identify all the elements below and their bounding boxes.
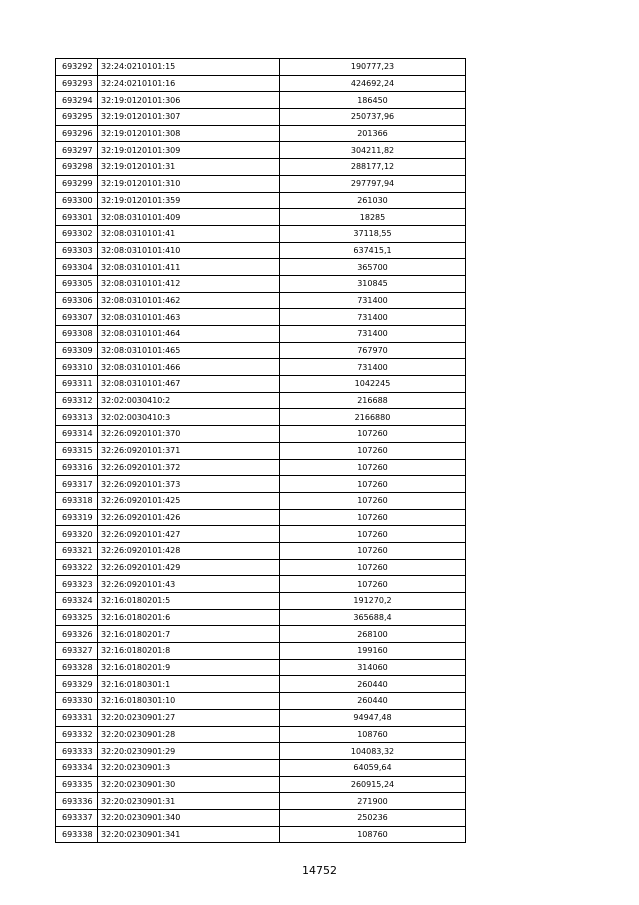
cadastral-code-cell: 32:26:0920101:428 <box>98 542 280 559</box>
table-body <box>56 59 466 843</box>
cadastral-code-cell: 32:08:0310101:411 <box>98 259 280 276</box>
table-row <box>56 559 466 576</box>
table-row <box>56 275 466 292</box>
cadastral-code-cell: 32:08:0310101:465 <box>98 342 280 359</box>
table-row <box>56 326 466 343</box>
cadastral-code-cell: 32:16:0180201:7 <box>98 626 280 643</box>
value-cell: 107260 <box>280 476 466 493</box>
cadastral-code-cell: 32:20:0230901:27 <box>98 709 280 726</box>
value-cell: 365688,4 <box>280 609 466 626</box>
row-id-cell: 693338 <box>56 826 98 843</box>
cadastral-code-cell: 32:20:0230901:3 <box>98 759 280 776</box>
cadastral-code-cell: 32:19:0120101:307 <box>98 109 280 126</box>
value-cell: 94947,48 <box>280 709 466 726</box>
value-cell: 107260 <box>280 542 466 559</box>
table-row <box>56 492 466 509</box>
value-cell: 288177,12 <box>280 159 466 176</box>
table-row <box>56 125 466 142</box>
value-cell: 18285 <box>280 209 466 226</box>
table-row <box>56 426 466 443</box>
row-id-cell: 693301 <box>56 209 98 226</box>
cadastral-code-cell: 32:26:0920101:43 <box>98 576 280 593</box>
value-cell: 297797,94 <box>280 175 466 192</box>
value-cell: 216688 <box>280 392 466 409</box>
row-id-cell: 693303 <box>56 242 98 259</box>
table-row <box>56 259 466 276</box>
row-id-cell: 693331 <box>56 709 98 726</box>
cadastral-code-cell: 32:24:0210101:15 <box>98 59 280 76</box>
table-row <box>56 593 466 610</box>
value-cell: 637415,1 <box>280 242 466 259</box>
cadastral-code-cell: 32:26:0920101:373 <box>98 476 280 493</box>
table-row <box>56 442 466 459</box>
table-row <box>56 342 466 359</box>
row-id-cell: 693319 <box>56 509 98 526</box>
value-cell: 107260 <box>280 526 466 543</box>
row-id-cell: 693312 <box>56 392 98 409</box>
table-row <box>56 459 466 476</box>
table-row <box>56 776 466 793</box>
table-row <box>56 759 466 776</box>
value-cell: 108760 <box>280 826 466 843</box>
value-cell: 271900 <box>280 793 466 810</box>
value-cell: 260915,24 <box>280 776 466 793</box>
table-row <box>56 542 466 559</box>
table-row <box>56 609 466 626</box>
cadastral-code-cell: 32:08:0310101:41 <box>98 225 280 242</box>
row-id-cell: 693295 <box>56 109 98 126</box>
cadastral-code-cell: 32:20:0230901:28 <box>98 726 280 743</box>
value-cell: 108760 <box>280 726 466 743</box>
row-id-cell: 693323 <box>56 576 98 593</box>
table-row <box>56 793 466 810</box>
cadastral-code-cell: 32:08:0310101:466 <box>98 359 280 376</box>
value-cell: 37118,55 <box>280 225 466 242</box>
value-cell: 107260 <box>280 459 466 476</box>
table-row <box>56 159 466 176</box>
table-row <box>56 476 466 493</box>
row-id-cell: 693296 <box>56 125 98 142</box>
row-id-cell: 693328 <box>56 659 98 676</box>
cadastral-code-cell: 32:08:0310101:464 <box>98 326 280 343</box>
table-row <box>56 376 466 393</box>
value-cell: 186450 <box>280 92 466 109</box>
table-row <box>56 826 466 843</box>
cadastral-code-cell: 32:19:0120101:306 <box>98 92 280 109</box>
value-cell: 731400 <box>280 326 466 343</box>
value-cell: 304211,82 <box>280 142 466 159</box>
value-cell: 107260 <box>280 442 466 459</box>
row-id-cell: 693298 <box>56 159 98 176</box>
cadastral-code-cell: 32:08:0310101:467 <box>98 376 280 393</box>
row-id-cell: 693322 <box>56 559 98 576</box>
cadastral-code-cell: 32:20:0230901:30 <box>98 776 280 793</box>
value-cell: 107260 <box>280 509 466 526</box>
row-id-cell: 693321 <box>56 542 98 559</box>
table-row <box>56 526 466 543</box>
cadastral-code-cell: 32:08:0310101:462 <box>98 292 280 309</box>
cadastral-code-cell: 32:26:0920101:427 <box>98 526 280 543</box>
row-id-cell: 693305 <box>56 275 98 292</box>
cadastral-code-cell: 32:08:0310101:410 <box>98 242 280 259</box>
value-cell: 250737,96 <box>280 109 466 126</box>
row-id-cell: 693329 <box>56 676 98 693</box>
cadastral-code-cell: 32:08:0310101:409 <box>98 209 280 226</box>
value-cell: 731400 <box>280 359 466 376</box>
table-row <box>56 142 466 159</box>
cadastral-code-cell: 32:20:0230901:340 <box>98 809 280 826</box>
table-row <box>56 209 466 226</box>
value-cell: 107260 <box>280 426 466 443</box>
table-row <box>56 225 466 242</box>
cadastral-code-cell: 32:08:0310101:463 <box>98 309 280 326</box>
table-row <box>56 192 466 209</box>
value-cell: 260440 <box>280 676 466 693</box>
row-id-cell: 693334 <box>56 759 98 776</box>
cadastral-code-cell: 32:08:0310101:412 <box>98 275 280 292</box>
value-cell: 107260 <box>280 576 466 593</box>
table-row <box>56 709 466 726</box>
cadastral-code-cell: 32:02:0030410:3 <box>98 409 280 426</box>
cadastral-code-cell: 32:16:0180201:5 <box>98 593 280 610</box>
table-row <box>56 75 466 92</box>
value-cell: 107260 <box>280 559 466 576</box>
value-cell: 107260 <box>280 492 466 509</box>
value-cell: 2166880 <box>280 409 466 426</box>
cadastral-code-cell: 32:26:0920101:370 <box>98 426 280 443</box>
row-id-cell: 693325 <box>56 609 98 626</box>
row-id-cell: 693292 <box>56 59 98 76</box>
row-id-cell: 693318 <box>56 492 98 509</box>
page-number: 14752 <box>302 864 337 877</box>
row-id-cell: 693299 <box>56 175 98 192</box>
table-row <box>56 359 466 376</box>
row-id-cell: 693304 <box>56 259 98 276</box>
table-row <box>56 109 466 126</box>
value-cell: 190777,23 <box>280 59 466 76</box>
row-id-cell: 693306 <box>56 292 98 309</box>
table-row <box>56 175 466 192</box>
cadastral-code-cell: 32:16:0180201:8 <box>98 643 280 660</box>
table-row <box>56 509 466 526</box>
row-id-cell: 693317 <box>56 476 98 493</box>
cadastral-code-cell: 32:16:0180201:6 <box>98 609 280 626</box>
cadastral-code-cell: 32:16:0180301:1 <box>98 676 280 693</box>
row-id-cell: 693335 <box>56 776 98 793</box>
row-id-cell: 693314 <box>56 426 98 443</box>
cadastral-code-cell: 32:19:0120101:31 <box>98 159 280 176</box>
row-id-cell: 693330 <box>56 693 98 710</box>
row-id-cell: 693332 <box>56 726 98 743</box>
table-row <box>56 242 466 259</box>
table-row <box>56 59 466 76</box>
table-row <box>56 743 466 760</box>
table-row <box>56 92 466 109</box>
cadastral-code-cell: 32:16:0180201:9 <box>98 659 280 676</box>
cadastral-code-cell: 32:02:0030410:2 <box>98 392 280 409</box>
value-cell: 260440 <box>280 693 466 710</box>
row-id-cell: 693336 <box>56 793 98 810</box>
cadastral-code-cell: 32:26:0920101:425 <box>98 492 280 509</box>
value-cell: 268100 <box>280 626 466 643</box>
table-row <box>56 809 466 826</box>
table-row <box>56 309 466 326</box>
cadastral-code-cell: 32:24:0210101:16 <box>98 75 280 92</box>
value-cell: 767970 <box>280 342 466 359</box>
row-id-cell: 693302 <box>56 225 98 242</box>
table-row <box>56 659 466 676</box>
cadastral-code-cell: 32:26:0920101:429 <box>98 559 280 576</box>
value-cell: 731400 <box>280 292 466 309</box>
row-id-cell: 693326 <box>56 626 98 643</box>
row-id-cell: 693324 <box>56 593 98 610</box>
table-row <box>56 693 466 710</box>
row-id-cell: 693313 <box>56 409 98 426</box>
row-id-cell: 693311 <box>56 376 98 393</box>
cadastral-code-cell: 32:20:0230901:29 <box>98 743 280 760</box>
cadastral-code-cell: 32:19:0120101:309 <box>98 142 280 159</box>
data-table <box>55 58 466 843</box>
value-cell: 314060 <box>280 659 466 676</box>
table-row <box>56 292 466 309</box>
value-cell: 424692,24 <box>280 75 466 92</box>
cadastral-code-cell: 32:19:0120101:310 <box>98 175 280 192</box>
table-row <box>56 576 466 593</box>
row-id-cell: 693327 <box>56 643 98 660</box>
value-cell: 191270,2 <box>280 593 466 610</box>
value-cell: 310845 <box>280 275 466 292</box>
table-row <box>56 676 466 693</box>
value-cell: 201366 <box>280 125 466 142</box>
value-cell: 250236 <box>280 809 466 826</box>
value-cell: 104083,32 <box>280 743 466 760</box>
cadastral-code-cell: 32:20:0230901:31 <box>98 793 280 810</box>
row-id-cell: 693320 <box>56 526 98 543</box>
table-row <box>56 643 466 660</box>
row-id-cell: 693294 <box>56 92 98 109</box>
table-row <box>56 392 466 409</box>
row-id-cell: 693308 <box>56 326 98 343</box>
row-id-cell: 693315 <box>56 442 98 459</box>
value-cell: 365700 <box>280 259 466 276</box>
cadastral-code-cell: 32:26:0920101:372 <box>98 459 280 476</box>
cadastral-code-cell: 32:20:0230901:341 <box>98 826 280 843</box>
table-row <box>56 626 466 643</box>
value-cell: 261030 <box>280 192 466 209</box>
row-id-cell: 693337 <box>56 809 98 826</box>
row-id-cell: 693293 <box>56 75 98 92</box>
cadastral-code-cell: 32:26:0920101:371 <box>98 442 280 459</box>
row-id-cell: 693309 <box>56 342 98 359</box>
row-id-cell: 693310 <box>56 359 98 376</box>
cadastral-code-cell: 32:19:0120101:308 <box>98 125 280 142</box>
row-id-cell: 693300 <box>56 192 98 209</box>
row-id-cell: 693333 <box>56 743 98 760</box>
table-row <box>56 409 466 426</box>
row-id-cell: 693316 <box>56 459 98 476</box>
table-row <box>56 726 466 743</box>
cadastral-code-cell: 32:19:0120101:359 <box>98 192 280 209</box>
row-id-cell: 693297 <box>56 142 98 159</box>
value-cell: 1042245 <box>280 376 466 393</box>
cadastral-code-cell: 32:26:0920101:426 <box>98 509 280 526</box>
value-cell: 64059,64 <box>280 759 466 776</box>
cadastral-code-cell: 32:16:0180301:10 <box>98 693 280 710</box>
value-cell: 731400 <box>280 309 466 326</box>
row-id-cell: 693307 <box>56 309 98 326</box>
value-cell: 199160 <box>280 643 466 660</box>
